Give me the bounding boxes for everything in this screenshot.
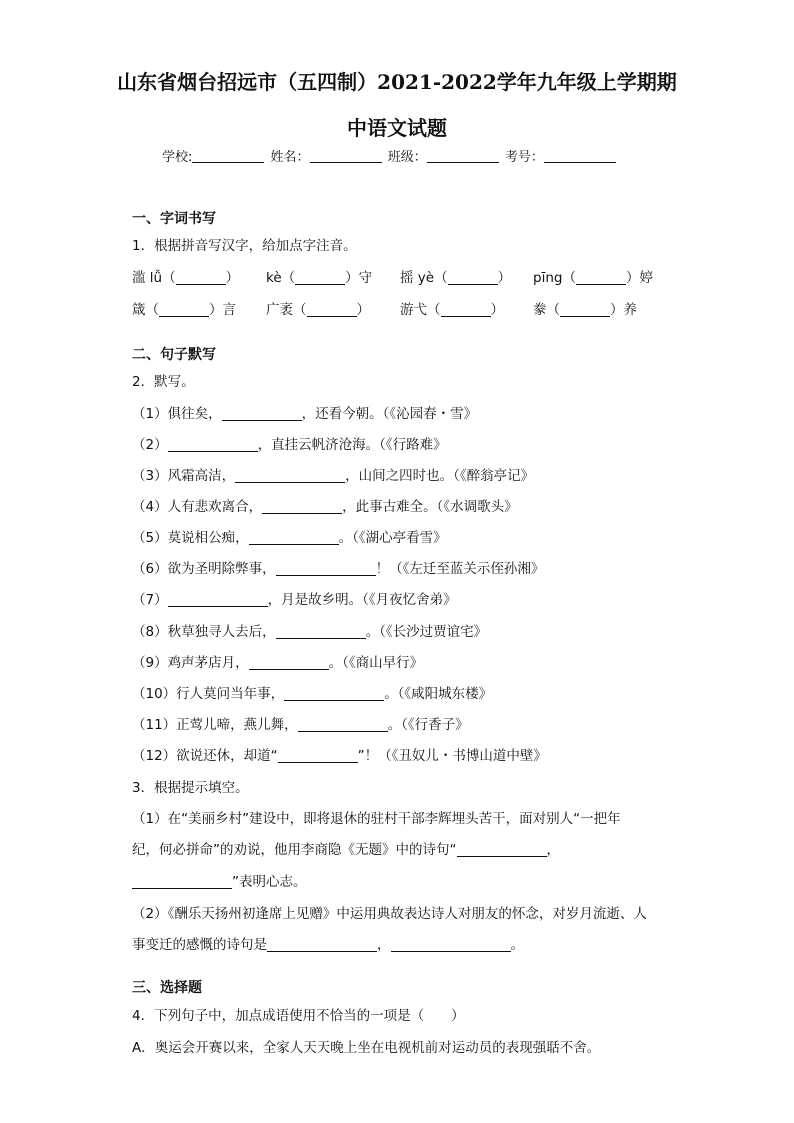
dictation-item: （4）人有悲欢离合， ，此事古难全。（《水调歌头》	[132, 499, 518, 515]
q3-1-text: 纪，何必拼命”的劝说，他用李商隐《无题》中的诗句“ ，	[132, 842, 560, 858]
dictation-item: （9）鸡声茅店月， 。（《商山早行》	[132, 655, 424, 671]
q3-1-text: ”表明心志。	[132, 870, 307, 890]
answer-blank[interactable]	[276, 561, 376, 576]
class-blank[interactable]	[427, 148, 499, 163]
answer-blank[interactable]	[278, 748, 358, 763]
pinyin-item: 摇 yè（ ）	[400, 270, 512, 286]
answer-blank[interactable]	[284, 686, 384, 701]
pinyin-item: 豢（ ）养	[533, 302, 637, 318]
dictation-item: （10）行人莫问当年事， 。（《咸阳城东楼》	[132, 686, 493, 702]
q3-2-text: （2）《酬乐天扬州初逢席上见赠》中运用典故表达诗人对朋友的怀念，对岁月流逝、人	[132, 906, 647, 922]
answer-blank[interactable]	[295, 270, 345, 285]
name-blank[interactable]	[310, 148, 382, 163]
answer-blank[interactable]	[560, 302, 610, 317]
school-label: 学校:	[162, 150, 193, 165]
answer-blank[interactable]	[267, 937, 377, 952]
pinyin-item: 箴（ ）言	[132, 302, 236, 318]
dictation-item: （6）欲为圣明除弊事， ！（《左迁至蓝关示侄孙湘》	[132, 561, 545, 577]
dictation-item: （11）正莺儿啼，燕儿舞， 。（《行香子》	[132, 717, 469, 733]
answer-blank[interactable]	[249, 530, 339, 545]
number-label: 考号：	[504, 150, 544, 165]
section3-heading: 三、选择题	[132, 980, 202, 996]
student-info-row	[162, 146, 618, 165]
answer-blank[interactable]	[249, 655, 329, 670]
answer-blank[interactable]	[168, 592, 268, 607]
pinyin-item: pīng（ ）婷	[533, 270, 653, 286]
school-blank[interactable]	[192, 148, 264, 163]
question-2: 2．默写。	[132, 374, 195, 390]
answer-blank[interactable]	[222, 406, 302, 421]
dictation-item: （12）欲说还休，却道“ ”！（《丑奴儿・书博山道中壁》	[132, 748, 547, 764]
class-label: 班级：	[387, 150, 427, 165]
answer-blank[interactable]	[235, 468, 345, 483]
q3-2-text: 事变迁的感慨的诗句是 ， 。	[132, 937, 524, 953]
question-3: 3．根据提示填空。	[132, 780, 249, 796]
dictation-item: （7） ，月是故乡明。（《月夜忆舍弟》	[132, 592, 457, 608]
dictation-item: （2） ，直挂云帆济沧海。（《行路难》	[132, 437, 447, 453]
answer-blank[interactable]	[298, 717, 388, 732]
pinyin-item: 滥 lǚ（ ）	[132, 270, 240, 286]
dictation-item: （3）风霜高洁， ，山间之四时也。（《醉翁亭记》	[132, 468, 535, 484]
q3-1-text: （1）在“美丽乡村”建设中，即将退休的驻村干部李辉埋头苦干，面对别人“一把年	[132, 811, 621, 827]
dictation-item: （5）莫说相公痴， 。（《湖心亭看雪》	[132, 530, 447, 546]
answer-blank[interactable]	[307, 302, 357, 317]
answer-blank[interactable]	[176, 270, 226, 285]
answer-blank[interactable]	[132, 874, 232, 889]
answer-blank[interactable]	[276, 624, 366, 639]
answer-blank[interactable]	[168, 437, 258, 452]
section1-heading: 一、字词书写	[132, 211, 216, 227]
title-line-2: 中语文试题	[347, 116, 447, 140]
answer-blank[interactable]	[441, 302, 491, 317]
title-line-1: 山东省烟台招远市（五四制）2021-2022学年九年级上学期期	[117, 70, 677, 94]
name-label: 姓名：	[270, 150, 310, 165]
answer-blank[interactable]	[262, 499, 342, 514]
number-blank[interactable]	[544, 148, 616, 163]
question-4: 4．下列句子中，加点成语使用不恰当的一项是（ ）	[132, 1008, 465, 1024]
answer-blank[interactable]	[576, 270, 626, 285]
pinyin-item: 游弋（ ）	[400, 302, 504, 318]
dictation-item: （1）俱往矣， ，还看今朝。（《沁园春・雪》	[132, 406, 478, 422]
option-a[interactable]: A．奥运会开赛以来，全家人天天晚上坐在电视机前对运动员的表现强聒不舍。	[132, 1040, 601, 1056]
answer-blank[interactable]	[448, 270, 498, 285]
answer-blank[interactable]	[457, 842, 547, 857]
answer-blank[interactable]	[391, 937, 511, 952]
question-1: 1．根据拼音写汉字，给加点字注音。	[132, 238, 357, 254]
dictation-item: （8）秋草独寻人去后， 。（《长沙过贾谊宅》	[132, 624, 488, 640]
pinyin-item: 广袤（ ）	[266, 302, 370, 318]
answer-blank[interactable]	[159, 302, 209, 317]
pinyin-item: kè（ ）守	[266, 270, 373, 286]
section2-heading: 二、句子默写	[132, 347, 216, 363]
